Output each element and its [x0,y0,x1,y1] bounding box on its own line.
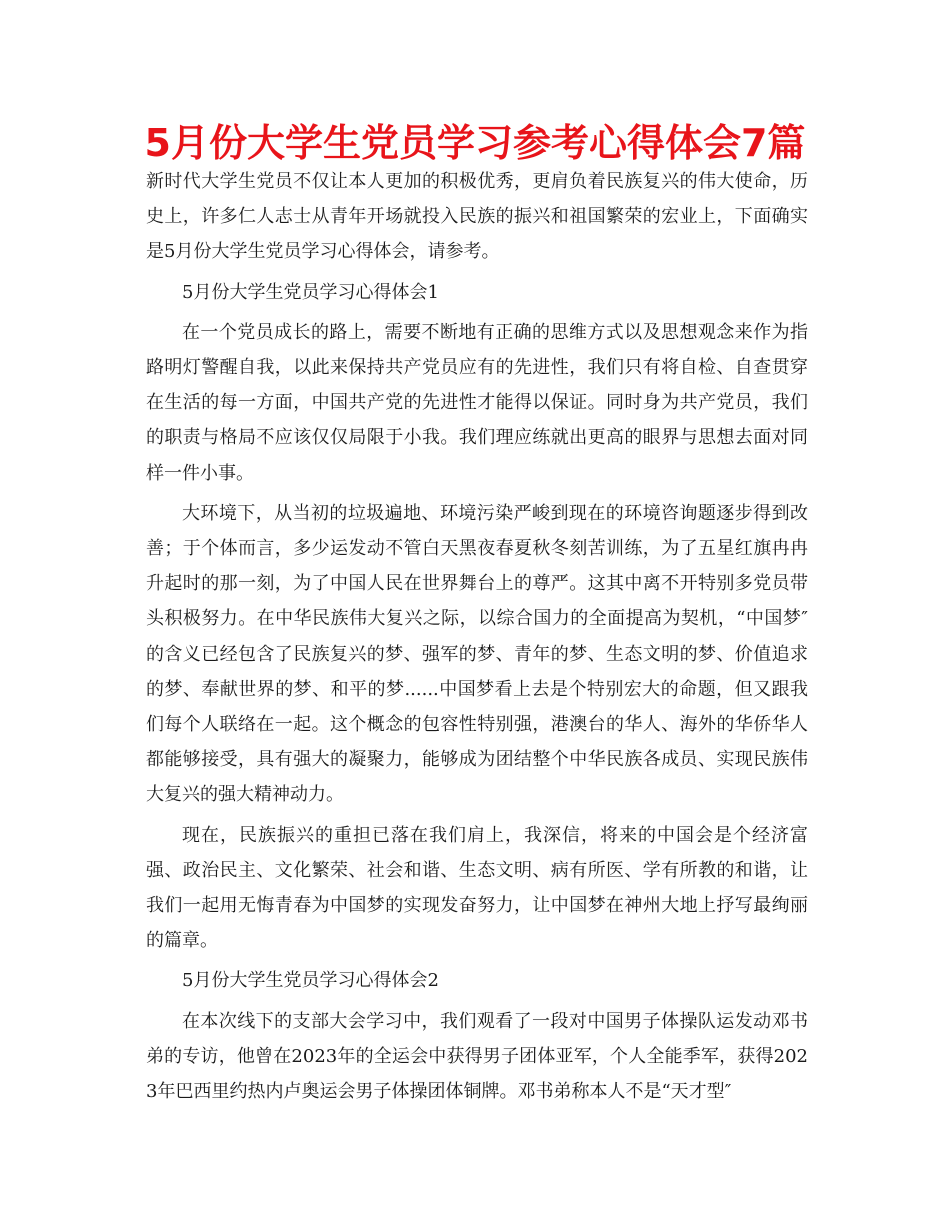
section2-paragraph-1: 在本次线下的支部大会学习中，我们观看了一段对中国男子体操队运发动邓书弟的专访，他曾在2023年的全运会中获得男子团体亚军，个人全能季军，获得2023年巴西里约热内卢奥运会男子体操团体铜牌。邓书弟称本人不是“天才型″ [146,1010,808,1103]
document-body [146,164,808,1114]
intro-paragraph: 新时代大学生党员不仅让本人更加的积极优秀，更肩负着民族复兴的伟大使命，历史上，许多仁人志士从青年开场就投入民族的振兴和祖国繁荣的宏业上，下面确实是5月份大学生党员学习心得体会，请参考。 [146,171,808,263]
document-title: 5月份大学生党员学习参考心得体会7篇 [144,121,806,165]
section-heading-2: 5月份大学生党员学习心得体会2 [182,970,439,992]
section1-paragraph-1: 在一个党员成长的路上，需要不断地有正确的思维方式以及思想观念来作为指路明灯警醒自我，以此来保持共产党员应有的先进性，我们只有将自检、自查贯穿在生活的每一方面，中国共产党的先进性才能得以保证。同时身为共产党员，我们的职责与格局不应该仅仅局限于小我。我们理应练就出更高的眼界与思想去面对同样一件小事。 [146,321,808,484]
section1-paragraph-2: 大环境下，从当初的垃圾遍地、环境污染严峻到现在的环境咨询题逐步得到改善；于个体而言，多少运发动不管白天黑夜春夏秋冬刻苦训练，为了五星红旗冉冉升起时的那一刻，为了中国人民在世界舞台上的尊严。这其中离不开特别多党员带头积极努力。在中华民族伟大复兴之际，以综合国力的全面提高为契机，“中国梦″的含义已经包含了民族复兴的梦、强军的梦、青年的梦、生态文明的梦、价值追求的梦、奉献世界的梦、和平的梦......中国梦看上去是个特别宏大的命题，但又跟我们每个人联络在一起。这个概念的包容性特别强，港澳台的华人、海外的华侨华人都能够接受，具有强大的凝聚力，能够成为团结整个中华民族各成员、实现民族伟大复兴的强大精神动力。 [146,502,808,806]
section1-paragraph-3: 现在，民族振兴的重担已落在我们肩上，我深信，将来的中国会是个经济富强、政治民主、文化繁荣、社会和谐、生态文明、病有所医、学有所教的和谐，让我们一起用无悔青春为中国梦的实现发奋努力，让中国梦在神州大地上抒写最绚丽的篇章。 [146,824,808,952]
section-heading-1: 5月份大学生党员学习心得体会1 [182,281,439,303]
